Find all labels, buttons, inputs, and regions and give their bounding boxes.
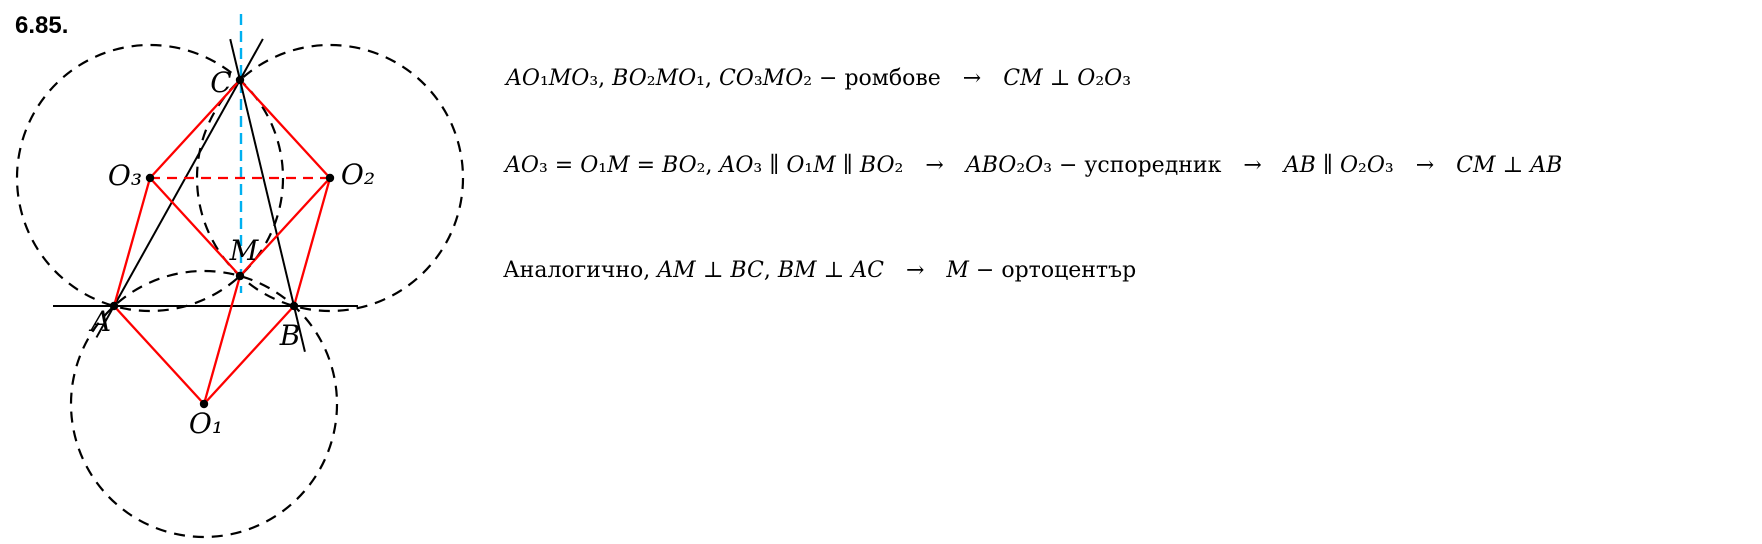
point-o2 bbox=[326, 174, 334, 182]
point-o3 bbox=[146, 174, 154, 182]
point-label-c: C bbox=[210, 66, 232, 99]
point-label-b: B bbox=[279, 319, 301, 352]
point-label-o3: O₃ bbox=[107, 159, 143, 192]
geometry-figure bbox=[0, 0, 480, 544]
point-c bbox=[236, 76, 244, 84]
point-label-m: M bbox=[229, 234, 259, 267]
point-label-a: A bbox=[90, 305, 112, 338]
solution-line-3: Аналогично, AM ⊥ BC, BM ⊥ AC → M − ортоцентър bbox=[503, 258, 1137, 283]
segment-c-o2 bbox=[240, 80, 330, 178]
segment-o3-a bbox=[114, 178, 150, 306]
point-label-o1: O₁ bbox=[188, 407, 224, 440]
point-b bbox=[290, 302, 298, 310]
segment-o3-m bbox=[150, 178, 240, 276]
problem-number: 6.85. bbox=[15, 12, 69, 39]
solution-line-1: AO₁MO₃, BO₂MO₁, CO₃MO₂ − ромбове → CM ⊥ O₂O₃ bbox=[506, 66, 1132, 91]
point-label-o2: O₂ bbox=[340, 158, 376, 191]
segment-a-o1 bbox=[114, 306, 204, 404]
solution-line-2: AO₃ = O₁M = BO₂, AO₃ ∥ O₁M ∥ BO₂ → ABO₂O₃ − успоредник → AB ∥ O₂O₃ → CM ⊥ AB bbox=[505, 153, 1563, 178]
point-m bbox=[236, 272, 244, 280]
